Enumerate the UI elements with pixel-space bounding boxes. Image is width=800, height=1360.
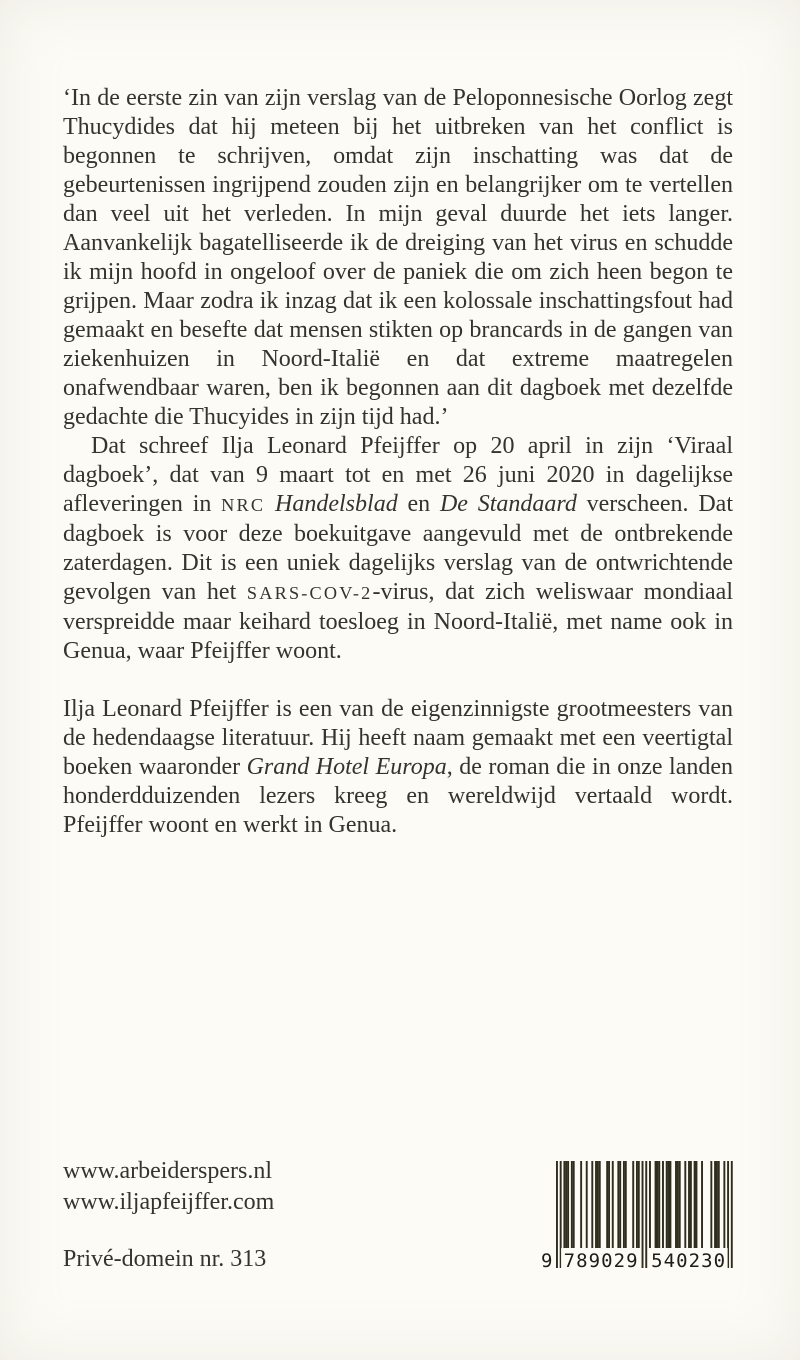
barcode-bars bbox=[540, 1161, 738, 1271]
series-number: Privé-domein nr. 313 bbox=[63, 1246, 267, 1272]
blurb-segment: Dat schreef Ilja Leonard Pfeijffer op 20 april in zijn ‘Viraal dagboek’, dat van 9 maart tot en met 26 juni 2020 in dagelijkse afleveringen in bbox=[63, 433, 733, 517]
blurb-segment: -virus, dat zich weliswaar mondiaal verspreidde maar keihard toesloeg in Noord-Italië, met name ook in Genua, waar Pfeijffer woont. bbox=[63, 579, 733, 664]
blurb-paragraph bbox=[63, 695, 733, 840]
barcode-digits: 789029 bbox=[563, 1250, 638, 1271]
blurb-segment-smallcaps: SARS-COV-2 bbox=[246, 583, 373, 603]
blurb-segment bbox=[265, 491, 275, 517]
blurb-segment: Ilja Leonard Pfeijffer is een van de eigenzinnigste grootmeesters van de hedendaagse literatuur. Hij heeft naam gemaakt met een veertigtal boeken waaronder bbox=[63, 696, 733, 780]
blurb-segment: en bbox=[397, 491, 440, 517]
barcode-digits: 9 bbox=[541, 1250, 553, 1271]
blurb-segment-italic: Handelsblad bbox=[275, 491, 398, 517]
blurb-segment: verscheen. Dat dagboek is voor deze boekuitgave aangevuld met de ontbrekende zaterdagen. Dit is een uniek dagelijks verslag van de ontwrichtende gevolgen van het bbox=[63, 491, 733, 605]
link-arbeiderspers: www.arbeiderspers.nl bbox=[63, 1158, 273, 1184]
blurb-paragraph bbox=[63, 432, 733, 666]
blurb-segment-smallcaps: NRC bbox=[221, 495, 266, 515]
isbn-barcode bbox=[540, 1161, 738, 1271]
barcode-digits: 540230 bbox=[651, 1250, 726, 1271]
link-iljapfeijffer: www.iljapfeijffer.com bbox=[63, 1189, 275, 1215]
blurb-segment-italic: Grand Hotel Europa bbox=[246, 754, 447, 780]
blurb-segment-italic: De Standaard bbox=[439, 491, 577, 517]
blurb-text bbox=[63, 84, 733, 840]
website-links bbox=[63, 1156, 274, 1218]
blurb-paragraph bbox=[63, 84, 733, 432]
blurb-segment: , de roman die in onze landen honderdduizenden lezers kreeg en wereldwijd vertaald wordt. Pfeijffer woont en werkt in Genua. bbox=[63, 754, 733, 838]
blurb-segment: ‘In de eerste zin van zijn verslag van de Peloponnesische Oorlog zegt Thucydides dat hij meteen bij het uitbreken van het conflict is begonnen te schrijven, omdat zijn inschatting was dat de gebeurtenissen ingrijpend zouden zijn en belangrijker om te vertellen dan veel uit het verleden. In mijn geval duurde het iets langer. Aanvankelijk bagatelliseerde ik de dreiging van het virus en schudde ik mijn hoofd in ongeloof over de paniek die om zich heen begon te grijpen. Maar zodra ik inzag dat ik een kolossale inschattingsfout had gemaakt en besefte dat mensen stikten op brancards in de gangen van ziekenhuizen in Noord-Italië en dat extreme maatregelen onafwendbaar waren, ben ik begonnen aan dit dagboek met dezelfde gedachte die Thucyides in zijn tijd had.’ bbox=[63, 85, 733, 430]
